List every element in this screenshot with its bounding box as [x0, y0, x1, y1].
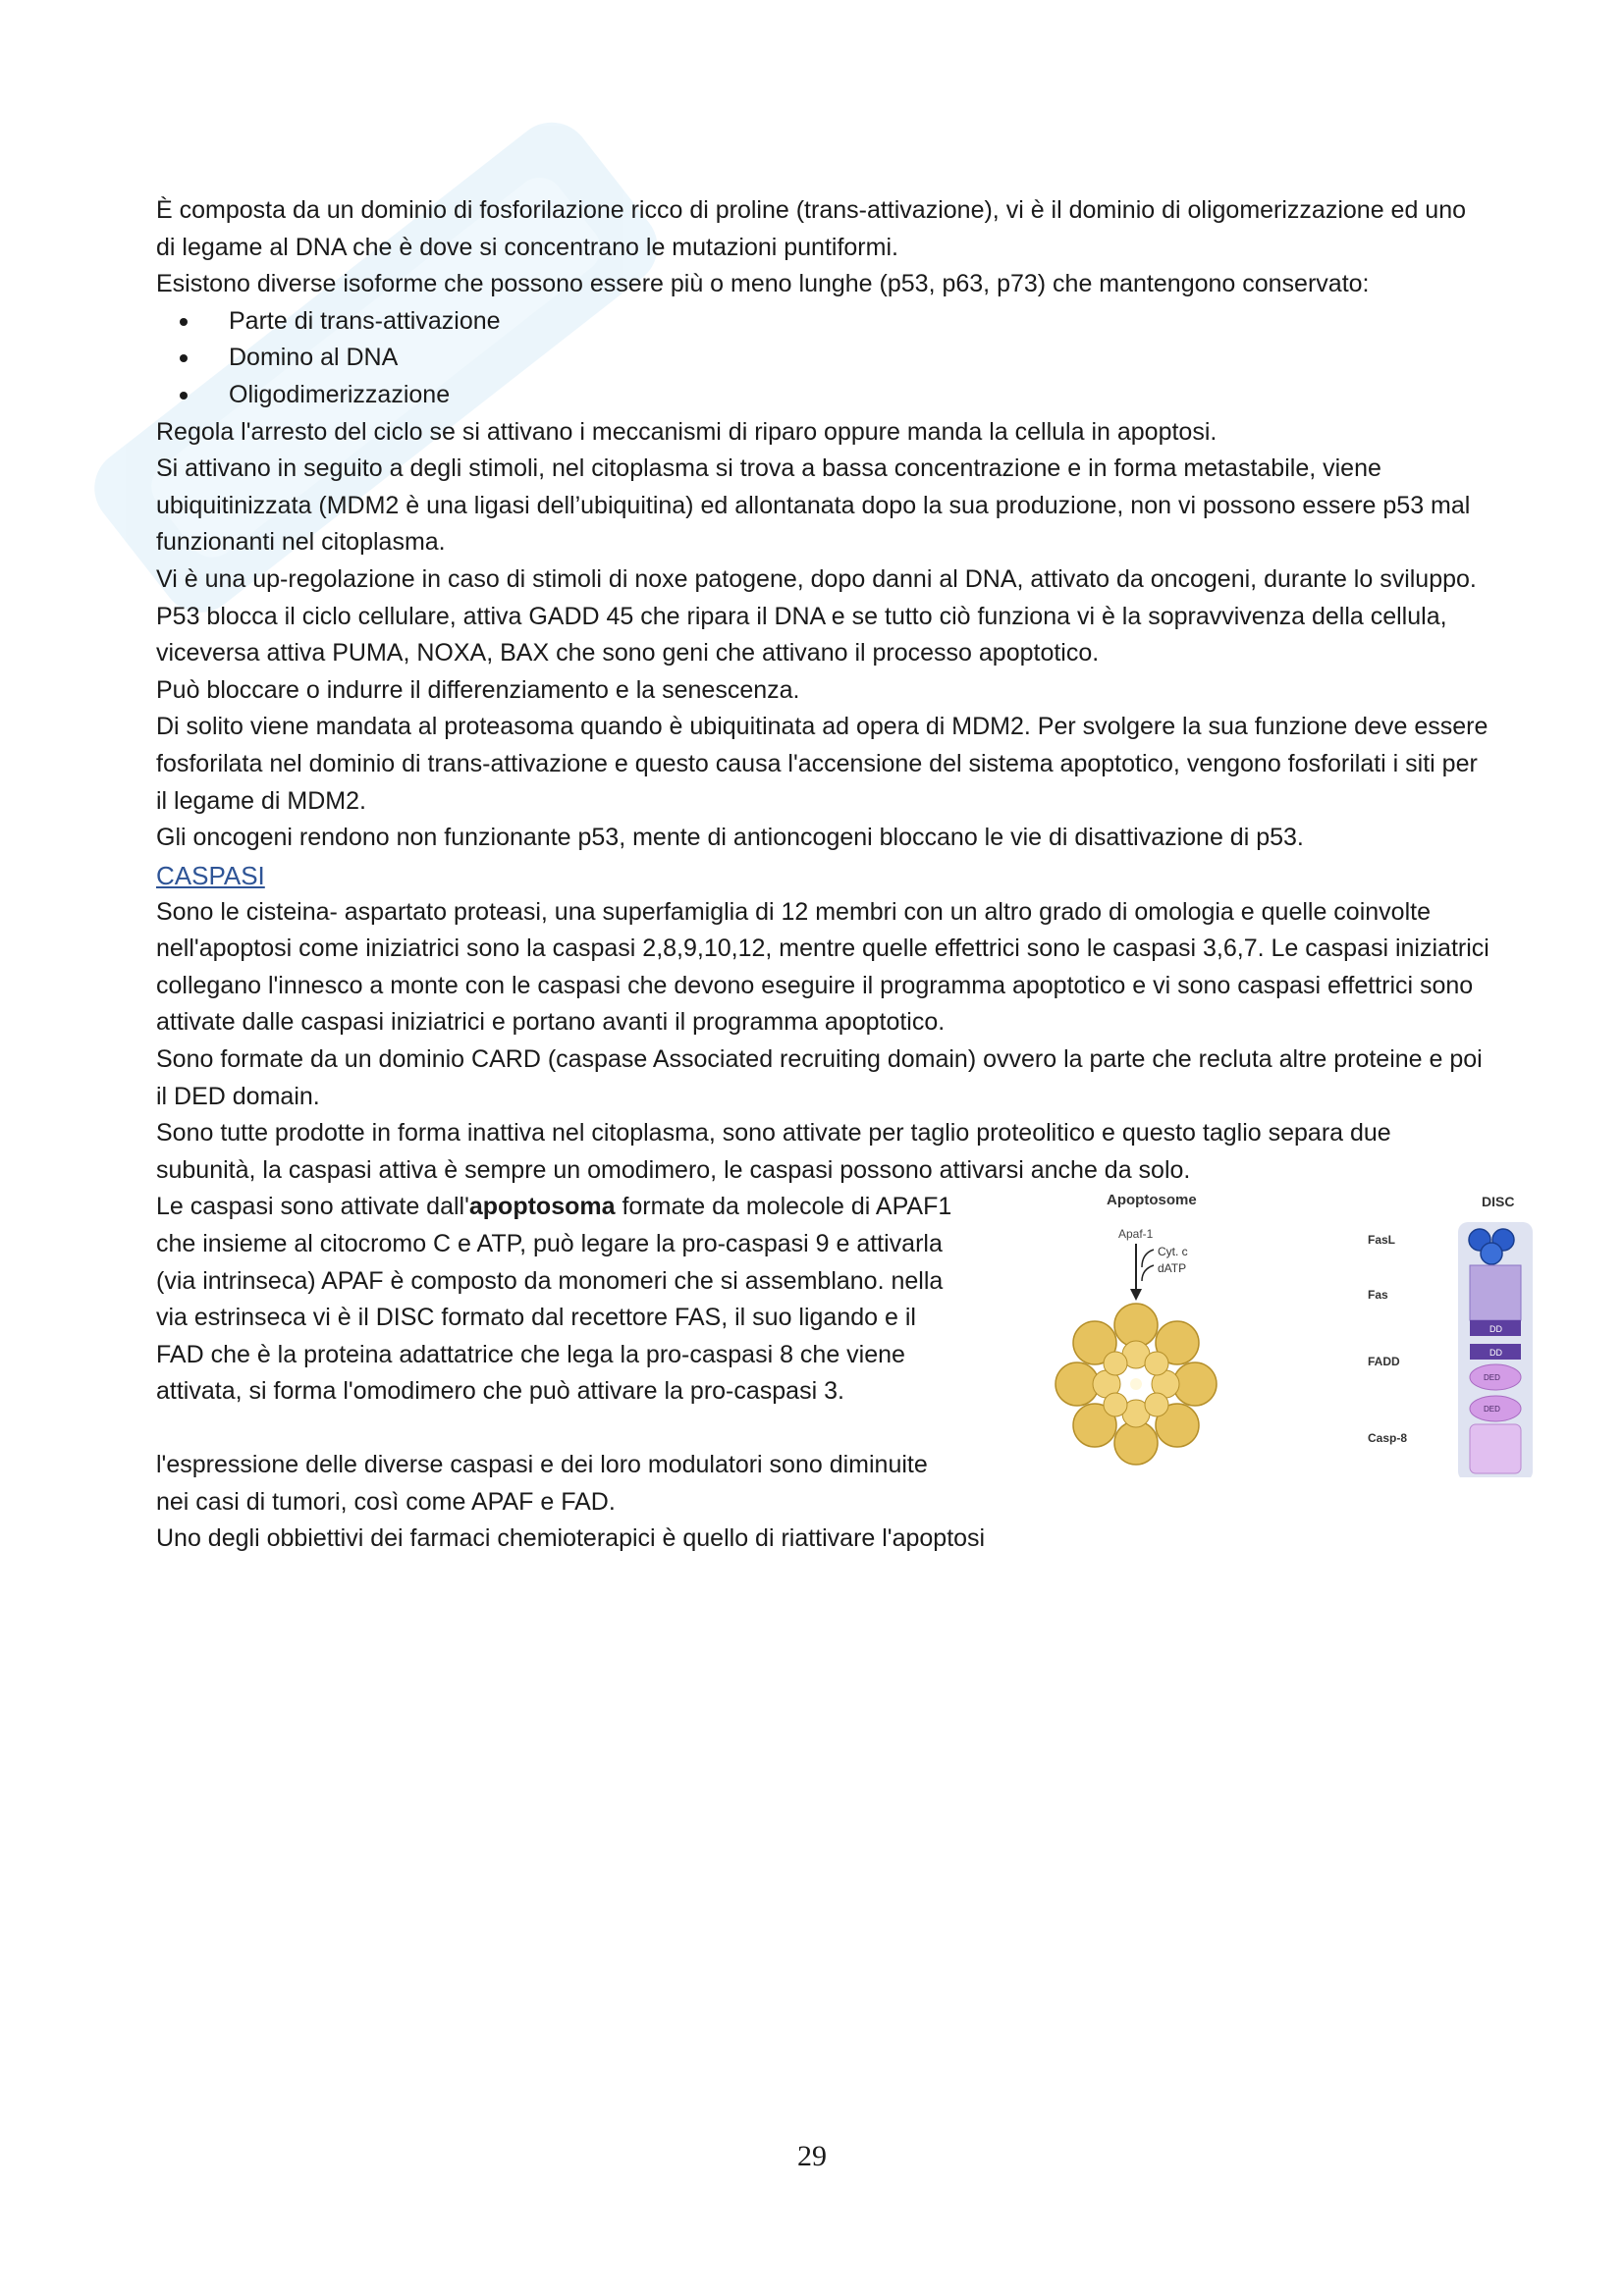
disc-complex	[1458, 1222, 1533, 1477]
paragraph: Regola l'arresto del ciclo se si attivano i meccanismi di riparo oppure manda la cellula in apoptosi.	[156, 417, 1218, 446]
apaf-label: Apaf-1	[1118, 1227, 1154, 1242]
paragraph: P53 blocca il ciclo cellulare, attiva GADD 45 che ripara il DNA e se tutto ciò funziona vi è la sopravvivenza della cellula, viceversa attiva PUMA, NOXA, BAX che sono geni che attivano il processo apoptotico.	[156, 602, 1447, 667]
fadd-label: FADD	[1368, 1355, 1400, 1369]
paragraph: l'espressione delle diverse caspasi e dei loro modulatori sono diminuite nei casi di tumori, così come APAF e FAD.	[156, 1451, 928, 1516]
paragraph: Uno degli obbiettivi dei farmaci chemioterapici è quello di riattivare l'apoptosi	[156, 1524, 986, 1553]
disc-title: DISC	[1482, 1194, 1515, 1210]
paragraph: Di solito viene mandata al proteasoma quando è ubiquitinata ad opera di MDM2. Per svolgere la sua funzione deve essere fosforilata nel dominio di trans-attivazione e questo causa l'accensione del sistema apoptotico, vengono fosforilati i siti per il legame di MDM2.	[156, 713, 1489, 815]
apoptosome-section	[156, 1189, 1515, 1521]
paragraph: Vi è una up-regolazione in caso di stimoli di noxe patogene, dopo danni al DNA, attivato da oncogeni, durante lo sviluppo.	[156, 564, 1477, 593]
paragraph-apoptosoma: Le caspasi sono attivate dall'apoptosoma formate da molecole di APAF1 che insieme al citocromo C e ATP, può legare la pro-caspasi 9 e attivarla (via intrinseca) APAF è composto da monomeri che si assemblano. nella via estrinseca vi è il DISC formato dal recettore FAS, il suo ligando e il FAD che è la proteina adattatrice che lega la pro-caspasi 8 che viene attivata, si forma l'omodimero che può attivare la pro-caspasi 3.	[156, 1193, 952, 1406]
paragraph: Gli oncogeni rendono non funzionante p53, mente di antioncogeni bloccano le vie di disattivazione di p53.	[156, 824, 1304, 852]
apoptosome-disc-figure	[999, 1183, 1624, 1477]
cytc-label: Cyt. c	[1158, 1245, 1188, 1259]
paragraph: Esistono diverse isoforme che possono essere più o meno lunghe (p53, p63, p73) che mantengono conservato:	[156, 270, 1370, 298]
casp8-label: Casp-8	[1368, 1431, 1408, 1446]
figure-svg	[999, 1183, 1624, 1477]
page-body	[156, 192, 1515, 1558]
list-item: Domino al DNA	[156, 340, 1491, 377]
section-heading-caspasi: CASPASI	[156, 860, 265, 890]
paragraph: Può bloccare o indurre il differenziamento e la senescenza.	[156, 675, 800, 704]
page-number: 29	[797, 2140, 827, 2172]
arrow-head	[1130, 1289, 1142, 1301]
paragraph: Si attivano in seguito a degli stimoli, nel citoplasma si trova a bassa concentrazione e in forma metastabile, viene ubiquitinizzata (MDM2 è una ligasi dell’ubiquitina) ed allontanata dopo la sua produzione, non vi possono essere p53 mal funzionanti nel citoplasma.	[156, 454, 1471, 557]
ded-label: DED	[1484, 1373, 1500, 1383]
list-item: Oligodimerizzazione	[156, 377, 1491, 414]
fas-label: Fas	[1368, 1288, 1388, 1303]
apoptosome-wheel	[1056, 1304, 1217, 1465]
cytc-arrow	[1142, 1250, 1154, 1267]
paragraph: Sono formate da un dominio CARD (caspase Associated recruiting domain) ovvero la parte che recluta altre proteine e poi il DED domain.	[156, 1045, 1483, 1110]
fasl-label: FasL	[1368, 1233, 1396, 1248]
bold-term: apoptosoma	[468, 1193, 616, 1221]
datp-arrow	[1142, 1265, 1154, 1281]
list-item: Parte di trans-attivazione	[156, 303, 1491, 341]
bullet-list	[156, 303, 1491, 414]
ded-label: DED	[1484, 1405, 1500, 1415]
paragraph: Sono tutte prodotte in forma inattiva nel citoplasma, sono attivate per taglio proteolitico e questo taglio separa due subunità, la caspasi attiva è sempre un omodimero, le caspasi possono attivarsi anche da solo.	[156, 1119, 1391, 1184]
paragraph: È composta da un dominio di fosforilazione ricco di proline (trans-attivazione), vi è il dominio di oligomerizzazione ed uno di legame al DNA che è dove si concentrano le mutazioni puntiformi.	[156, 196, 1467, 261]
datp-label: dATP	[1158, 1261, 1187, 1276]
dd-label: DD	[1489, 1324, 1502, 1335]
paragraph: Sono le cisteina- aspartato proteasi, una superfamiglia di 12 membri con un altro grado di omologia e quelle coinvolte nell'apoptosi come iniziatrici sono la caspasi 2,8,9,10,12, mentre quelle effettrici sono le caspasi 3,6,7. Le caspasi iniziatrici collegano l'innesco a monte con le caspasi che devono eseguire il programma apoptotico e vi sono caspasi effettrici sono attivate dalle caspasi iniziatrici e portano avanti il programma apoptotico.	[156, 897, 1489, 1037]
apoptosome-title: Apoptosome	[1107, 1192, 1197, 1209]
dd-label: DD	[1489, 1348, 1502, 1359]
